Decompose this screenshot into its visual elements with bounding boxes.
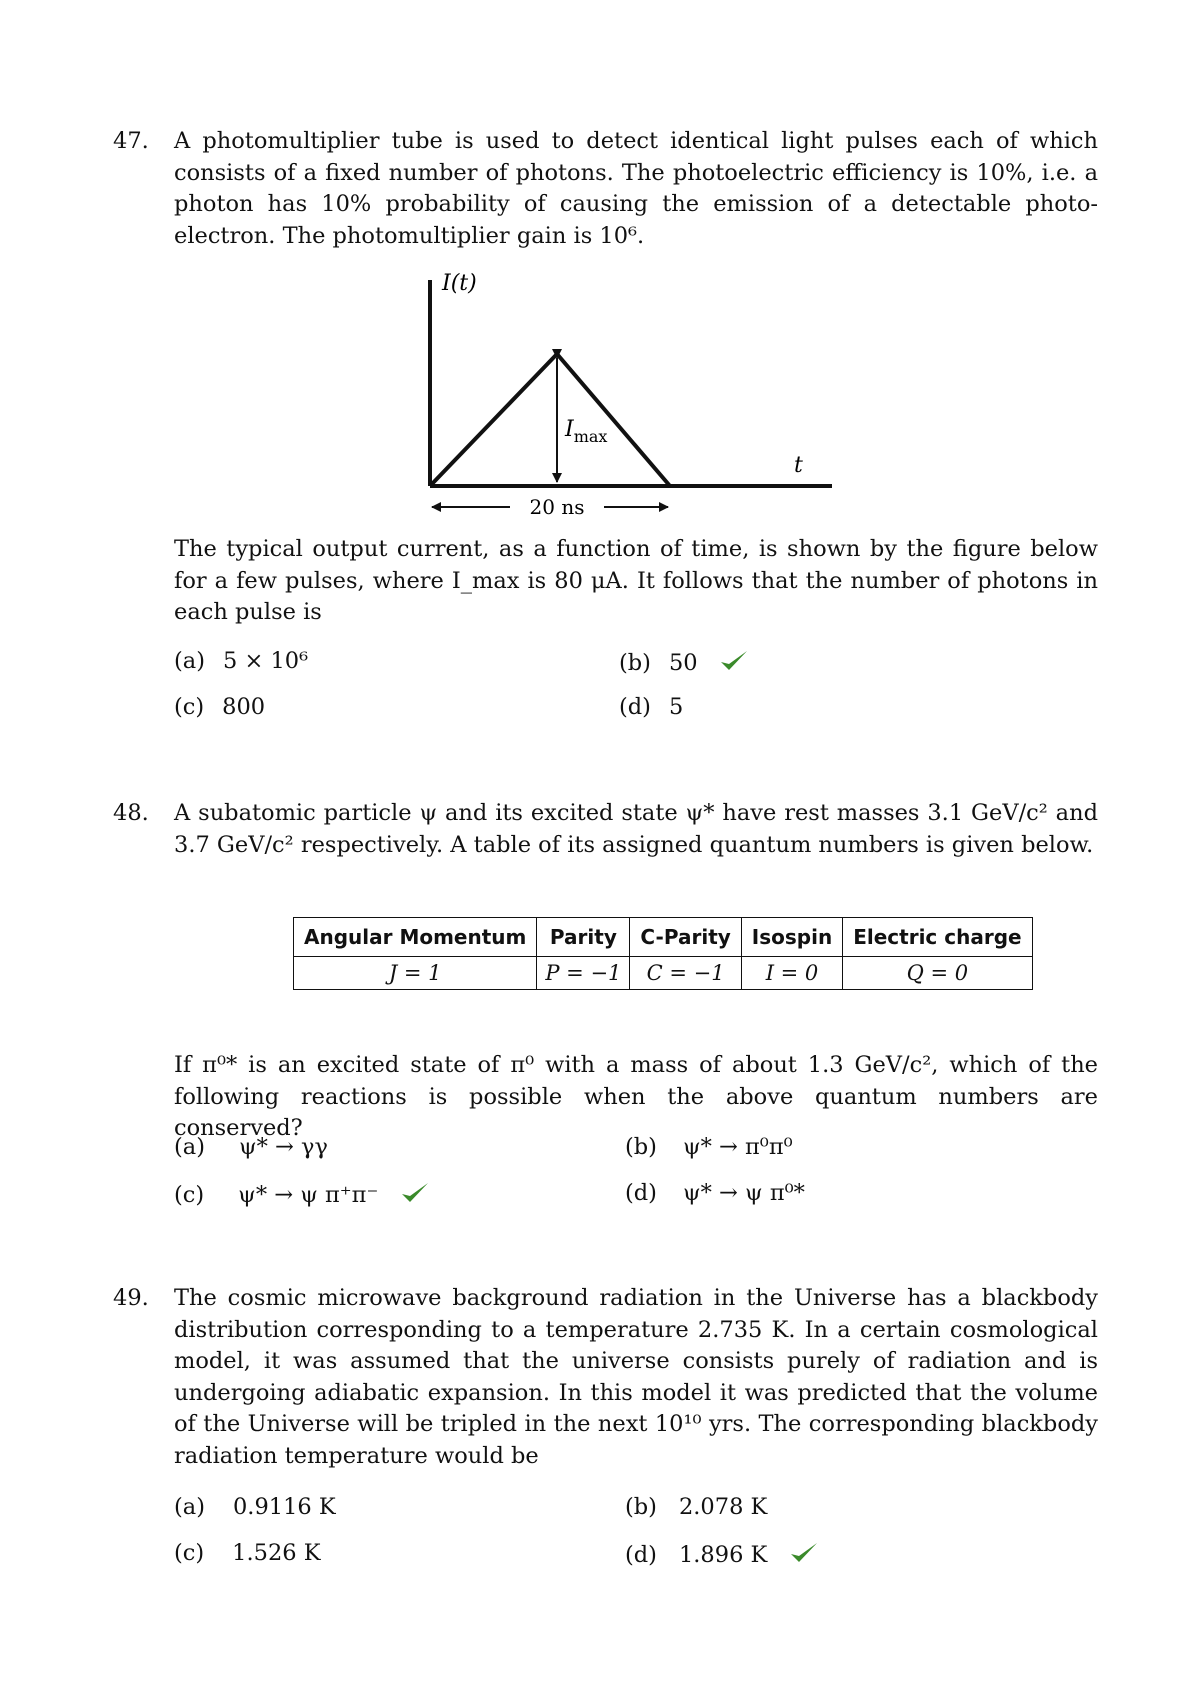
x-axis-label: t — [794, 453, 803, 478]
option-label: (d) — [619, 694, 651, 720]
option-value: 0.9116 K — [232, 1494, 336, 1520]
option-label: (d) — [625, 1180, 657, 1206]
table-row — [294, 957, 1033, 990]
question-47-part2 — [113, 534, 1098, 629]
option-value: 5 × 10⁶ — [222, 648, 309, 674]
question-text: The cosmic microwave background radiation in the Universe has a blackbody distribution corresponding to a temperature 2.735 K. In a certain cosmological model, it was assumed that the universe consists purely of radiation and is undergoing adiabatic expansion. In this model it was predicted that the volume of the Universe will be tripled in the next 10¹⁰ yrs. The corresponding blackbody radiation temperature would be — [174, 1285, 1098, 1469]
question-number: 48. — [113, 800, 149, 826]
question-text: A subatomic particle ψ and its excited state ψ* have rest masses 3.1 GeV/c² and 3.7 GeV/c² respectively. A table of its assigned quantum numbers is given below. — [174, 800, 1098, 858]
question-48 — [113, 798, 1098, 861]
width-label: 20 ns — [529, 495, 585, 519]
option-label: (d) — [625, 1542, 657, 1568]
header-angular-momentum: Angular Momentum — [294, 918, 537, 957]
option-label: (c) — [174, 694, 205, 720]
option-label: (c) — [174, 1182, 205, 1208]
option-label: (a) — [174, 648, 205, 674]
option-value: 1.896 K — [678, 1542, 768, 1568]
option-b[interactable] — [625, 1494, 767, 1520]
option-b[interactable] — [625, 1134, 793, 1160]
y-axis-label: I(t) — [442, 272, 477, 296]
option-a[interactable] — [174, 1134, 328, 1160]
question-text-2: The typical output current, as a function of time, is shown by the figure below for a few pulses, where I_max is 80 μA. It follows that the number of photons in each pulse is — [174, 536, 1098, 625]
option-value: 5 — [668, 694, 684, 720]
option-d[interactable] — [625, 1180, 805, 1206]
question-49 — [113, 1283, 1098, 1472]
option-value: 50 — [668, 650, 698, 676]
cell-p: P = −1 — [537, 957, 630, 990]
header-parity: Parity — [537, 918, 630, 957]
option-value: ψ* → ψ π⁺π⁻ — [238, 1182, 379, 1208]
checkmark-icon — [789, 1540, 819, 1566]
option-value: 2.078 K — [678, 1494, 768, 1520]
checkmark-icon — [719, 648, 749, 674]
option-b[interactable] — [619, 648, 749, 676]
question-47 — [113, 126, 1098, 252]
header-electric-charge: Electric charge — [843, 918, 1032, 957]
quantum-numbers-table — [293, 917, 1033, 990]
question-number: 49. — [113, 1285, 149, 1311]
option-c[interactable] — [174, 694, 265, 720]
pulse-curve — [430, 354, 670, 486]
cell-j: J = 1 — [294, 957, 537, 990]
question-number: 47. — [113, 128, 149, 154]
cell-q: Q = 0 — [843, 957, 1032, 990]
header-c-parity: C-Parity — [630, 918, 741, 957]
option-c[interactable] — [174, 1540, 321, 1566]
option-d[interactable] — [619, 694, 683, 720]
cell-i: I = 0 — [741, 957, 842, 990]
question-text-2: If π⁰* is an excited state of π⁰ with a mass of about 1.3 GeV/c², which of the following reactions is possible when the above quantum numbers are conserved? — [174, 1052, 1098, 1141]
option-label: (c) — [174, 1540, 205, 1566]
question-48-part2 — [113, 1050, 1098, 1145]
option-value: ψ* → π⁰π⁰ — [682, 1134, 793, 1160]
question-text: A photomultiplier tube is used to detect identical light pulses each of which consists of a fixed number of photons. The photoelectric efficiency is 10%, i.e. a photon has 10% probability of causing the emission of a detectable photo-electron. The photomultiplier gain is 10⁶. — [174, 128, 1098, 249]
option-value: 1.526 K — [232, 1540, 321, 1566]
option-label: (b) — [619, 650, 651, 676]
table-header-row — [294, 918, 1033, 957]
option-c[interactable] — [174, 1180, 430, 1208]
current-pulse-figure — [420, 272, 840, 522]
peak-label: $I_{max}$ — [565, 417, 608, 446]
option-label: (b) — [625, 1494, 657, 1520]
option-value: 800 — [222, 694, 266, 720]
header-isospin: Isospin — [741, 918, 842, 957]
option-d[interactable] — [625, 1540, 819, 1568]
option-a[interactable] — [174, 648, 308, 674]
option-label: (a) — [174, 1494, 205, 1520]
option-a[interactable] — [174, 1494, 336, 1520]
option-value: ψ* → ψ π⁰* — [682, 1180, 805, 1206]
cell-c: C = −1 — [630, 957, 741, 990]
option-label: (a) — [174, 1134, 205, 1160]
option-value: ψ* → γγ — [238, 1134, 328, 1160]
option-label: (b) — [625, 1134, 657, 1160]
checkmark-icon — [400, 1180, 430, 1206]
